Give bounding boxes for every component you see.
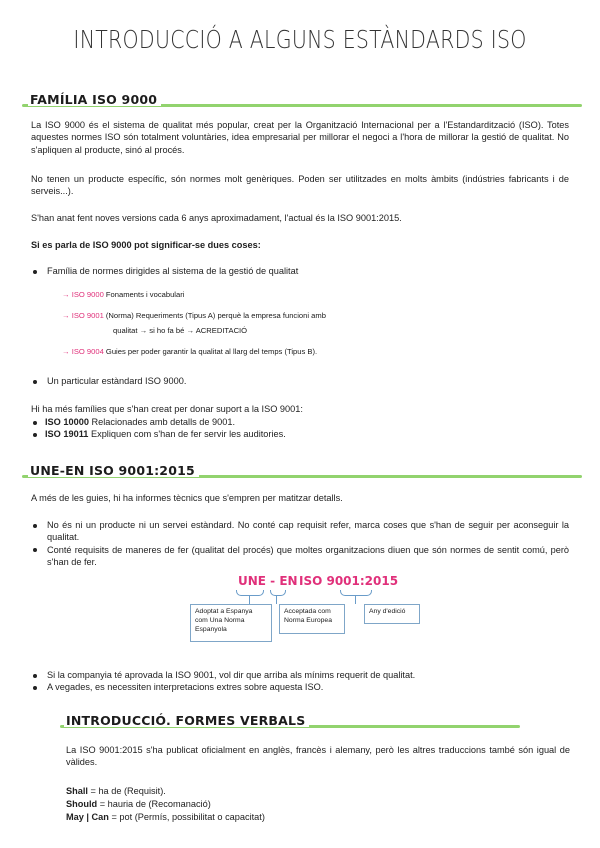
verb-meaning: = hauria de (Recomanació) [97, 799, 211, 809]
iso-description: Fonaments i vocabulari [103, 290, 185, 299]
verb-term: Should [66, 799, 98, 809]
diagram-brace [270, 590, 286, 596]
diagram-connector [249, 595, 250, 604]
iso-code: → ISO 9004 [62, 347, 104, 356]
bullet-list [31, 669, 569, 694]
list-item: A vegades, es necessiten interpretacions extres sobre aquesta ISO. [31, 681, 569, 693]
diagram-connector [355, 595, 356, 604]
diagram-box-europe: Acceptada com Norma Europea [279, 604, 345, 634]
bullet-list [31, 265, 569, 277]
verb-may-can [66, 811, 265, 823]
list-item: Un particular estàndard ISO 9000. [31, 375, 569, 387]
verb-meaning: = ha de (Requisit). [87, 786, 166, 796]
iso-9001-continuation: qualitat → si ho fa bé → ACREDITACIÓ [113, 326, 248, 335]
diagram-box-year: Any d'edició [364, 604, 420, 624]
iso-description: Guies per poder garantir la qualitat al llarg del temps (Tipus B). [103, 347, 318, 356]
iso-9000-line [62, 289, 184, 301]
bullet-list [31, 375, 569, 387]
verb-meaning: = pot (Permís, possibilitat o capacitat) [108, 812, 265, 822]
list-item: Conté requisits de maneres de fer (qualitat del procés) que moltes organitzacions diuen que són normes de sentit comú, però s'han de fer. [31, 544, 569, 569]
list-item-text: Relacionades amb detalls de 9001. [88, 417, 236, 427]
iso-code: → ISO 9001 [62, 311, 104, 320]
section-heading-une-en: UNE-EN ISO 9001:2015 [28, 465, 199, 477]
bullet-list [31, 416, 569, 441]
verb-should [66, 798, 211, 810]
list-item [31, 416, 569, 428]
paragraph: Hi ha més famílies que s'han creat per donar suport a la ISO 9001: [31, 404, 303, 414]
paragraph: A més de les guies, hi ha informes tècnics que s'empren per matitzar detalls. [31, 493, 343, 503]
list-item-bold: ISO 10000 [45, 417, 89, 427]
list-item: Si la companyia té aprovada la ISO 9001, vol dir que arriba als mínims requerit de qualitat. [31, 669, 569, 681]
diagram-label-une-en: UNE - EN [238, 574, 298, 588]
verb-term: May | Can [66, 812, 109, 822]
diagram-box-spain: Adoptat a Espanya com Una Norma Espanyola [190, 604, 272, 642]
section-heading-iso9000: FAMÍLIA ISO 9000 [28, 94, 161, 106]
list-item [31, 428, 569, 440]
bullet-list [31, 519, 569, 569]
list-item: Família de normes dirigides al sistema de la gestió de qualitat [31, 265, 569, 277]
paragraph: S'han anat fent noves versions cada 6 anys aproximadament, l'actual és la ISO 9001:2015. [31, 213, 402, 223]
iso-9004-line [62, 346, 317, 358]
list-item-text: Expliquen com s'han de fer servir les auditories. [88, 429, 286, 440]
paragraph-bold: Si es parla de ISO 9000 pot significar-se dues coses: [31, 240, 261, 250]
iso-code: → ISO 9000 [62, 290, 104, 299]
verb-shall [66, 785, 166, 797]
page-title: INTRODUCCIÓ A ALGUNS ESTÀNDARDS ISO [73, 25, 527, 54]
iso-description: (Norma) Requeriments (Tipus A) perquè la empresa funcioni amb [103, 311, 326, 320]
diagram-connector [276, 595, 277, 604]
diagram-label-iso: ISO 9001:2015 [299, 574, 399, 588]
paragraph: No tenen un producte específic, són normes molt genèriques. Poden ser utilitzades en molts àmbits (indústries fabricants i de serveis...). [31, 174, 569, 197]
section-heading-verbal-forms: INTRODUCCIÓ. FORMES VERBALS [64, 715, 309, 727]
paragraph: La ISO 9000 és el sistema de qualitat més popular, creat per la Organització Internacional per a l'Estandardització (ISO). Totes aquestes normes ISO són totalment voluntàries, idea empresarial per millorar el negoci a l'hora de millorar la gestió de qualitat. No s'apliquen al producte, sinó al procés. [31, 120, 569, 155]
list-item-bold: ISO 19011 [45, 429, 89, 440]
verb-term: Shall [66, 786, 88, 796]
paragraph: La ISO 9001:2015 s'ha publicat oficialment en anglès, francès i alemany, però les altres traduccions també són igual de vàlides. [66, 745, 570, 768]
list-item: No és ni un producte ni un servei estàndard. No conté cap requisit refer, marca coses que s'han de seguir per aconseguir la qualitat. [31, 519, 569, 544]
iso-9001-line [62, 310, 326, 322]
